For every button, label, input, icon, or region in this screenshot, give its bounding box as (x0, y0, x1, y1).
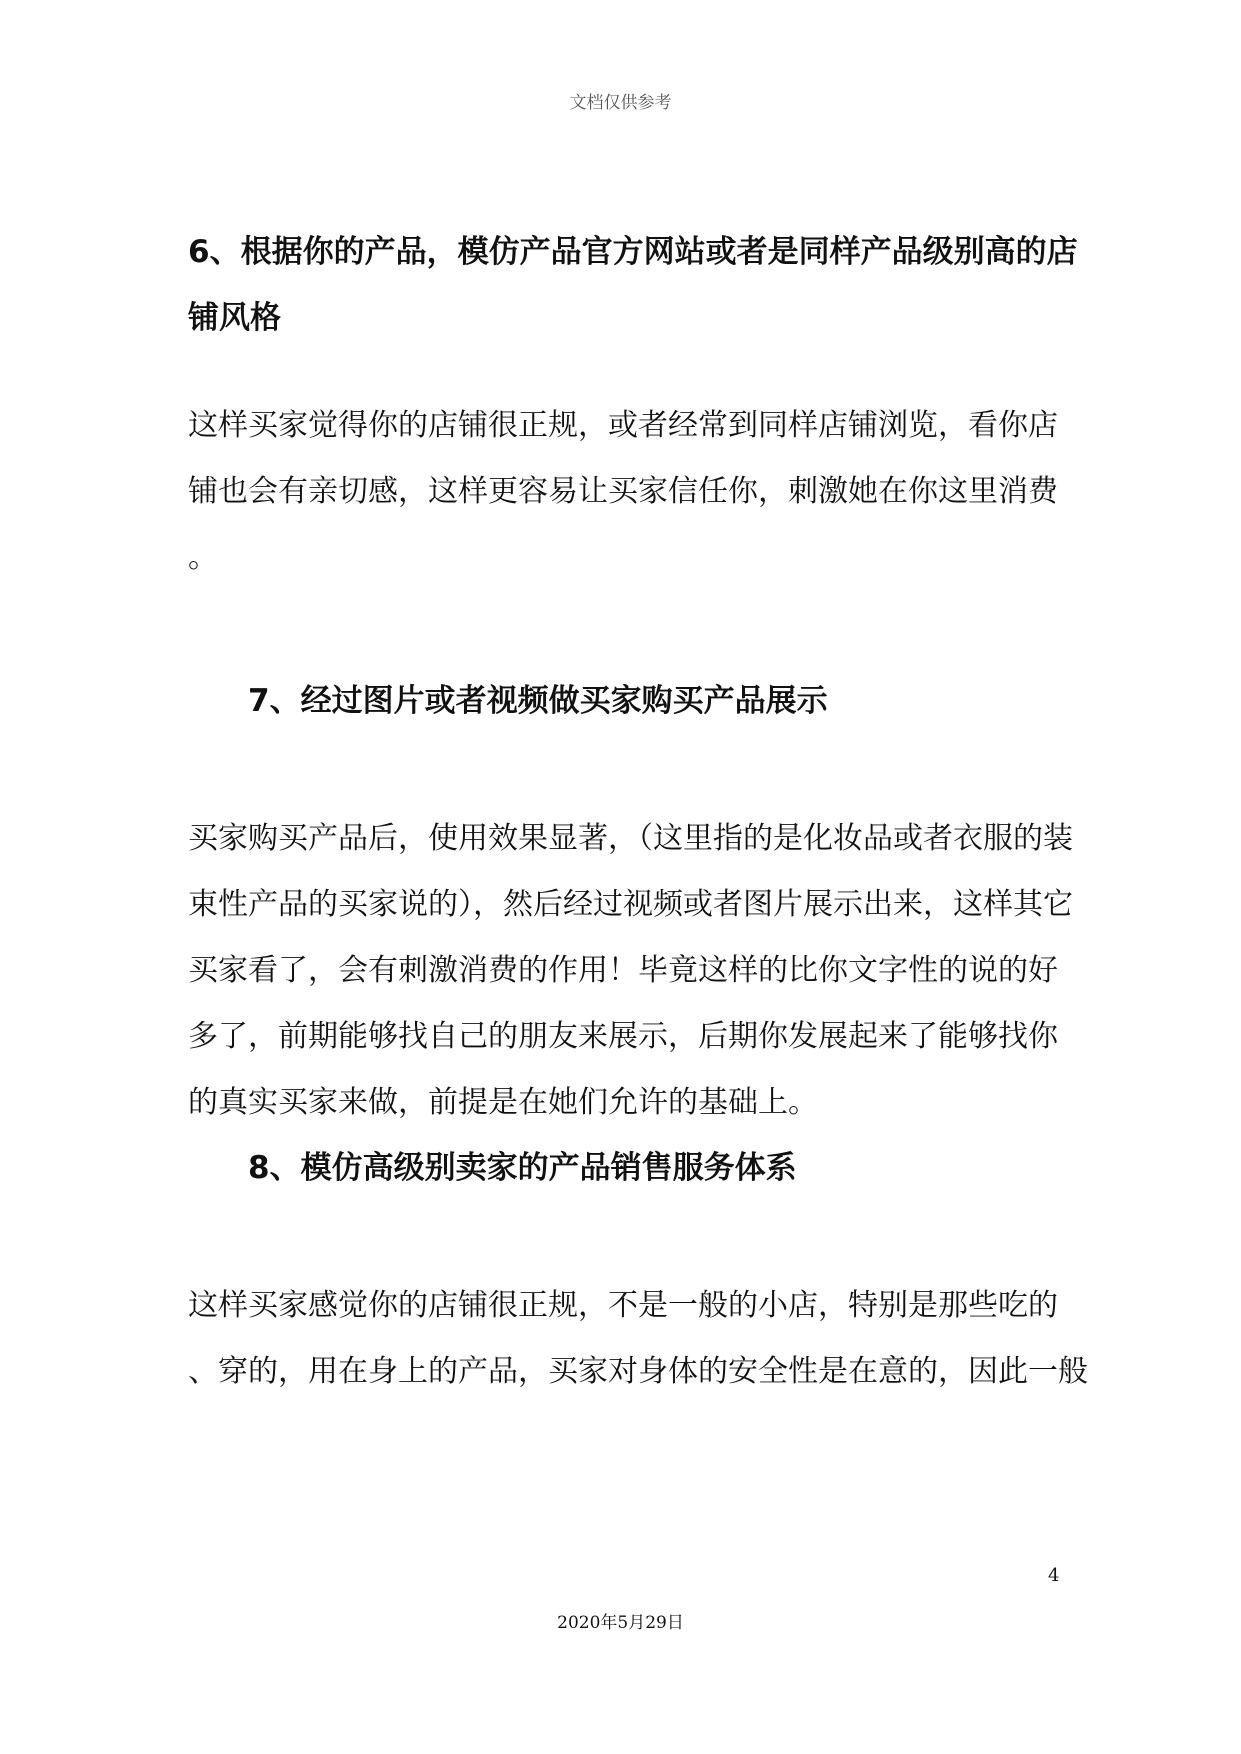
paragraph-line: 的真实买家来做，前提是在她们允许的基础上。 (188, 1085, 818, 1120)
page-header: 文档仅供参考 (569, 93, 672, 113)
section-6-heading (188, 219, 1078, 351)
paragraph-line: 。 (188, 540, 218, 575)
page-footer-date: 2020年5月29日 (557, 1613, 684, 1633)
paragraph-line: 这样买家感觉你的店铺很正规，不是一般的小店，特别是那些吃的 (188, 1288, 1058, 1323)
section-8-heading: 8、模仿高级别卖家的产品销售服务体系 (248, 1150, 797, 1186)
page-number: 4 (1048, 1565, 1060, 1586)
paragraph-line: 买家看了，会有刺激消费的作用！毕竟这样的比你文字性的说的好 (188, 953, 1058, 988)
paragraph-line: 多了，前期能够找自己的朋友来展示，后期你发展起来了能够找你 (188, 1019, 1058, 1054)
paragraph-line: 束性产品的买家说的），然后经过视频或者图片展示出来，这样其它 (188, 887, 1073, 922)
section-6-heading-line-1: 6、根据你的产品，模仿产品官方网站或者是同样产品级别高的店 (188, 234, 1078, 270)
section-7-heading: 7、经过图片或者视频做买家购买产品展示 (248, 683, 828, 719)
paragraph-line: 、穿的，用在身上的产品，买家对身体的安全性是在意的，因此一般 (188, 1354, 1088, 1389)
paragraph-line: 买家购买产品后，使用效果显著，（这里指的是化妆品或者衣服的装 (188, 821, 1073, 856)
section-6-paragraph (188, 393, 1058, 591)
paragraph-line: 这样买家觉得你的店铺很正规，或者经常到同样店铺浏览，看你店 (188, 408, 1058, 443)
section-7-paragraph (188, 806, 1073, 1136)
paragraph-line: 铺也会有亲切感，这样更容易让买家信任你，刺激她在你这里消费 (188, 474, 1058, 509)
section-8-paragraph (188, 1273, 1088, 1405)
section-6-heading-line-2: 铺风格 (188, 300, 281, 336)
